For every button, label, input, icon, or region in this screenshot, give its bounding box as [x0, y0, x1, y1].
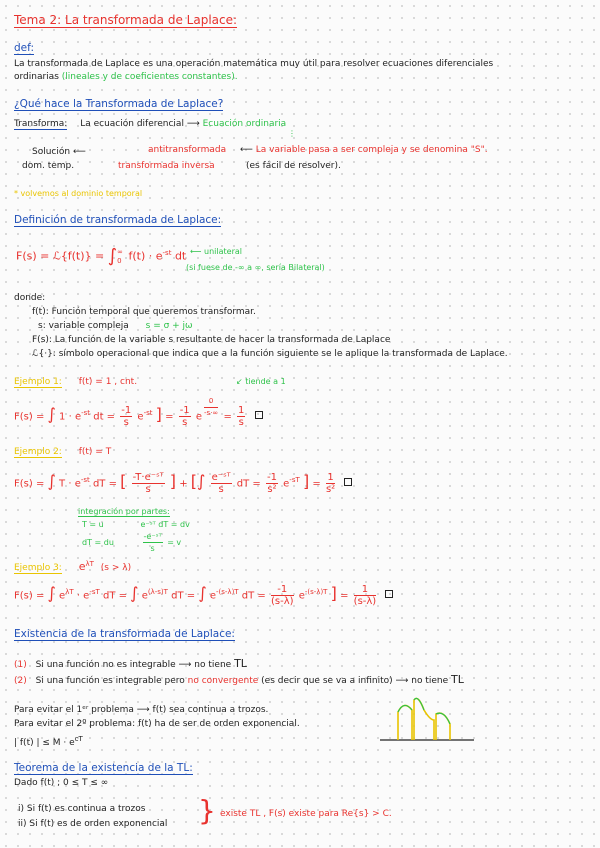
- integracion-label: integración por partes:: [78, 507, 170, 516]
- transformada-inversa: transformada inversa: [118, 161, 215, 171]
- sketch-piece-3: [436, 713, 450, 740]
- partes-2b: [143, 531, 163, 554]
- ej3-result: [354, 584, 377, 607]
- teorema-heading: [14, 762, 193, 774]
- ej2-e3exp: -sT: [289, 476, 300, 484]
- formula-dt: dt: [174, 249, 187, 263]
- existencia-item-1: [14, 658, 247, 671]
- def-heading-text: def:: [14, 42, 34, 54]
- donde-item-3: [32, 334, 390, 346]
- ejemplo3-func: e: [78, 560, 86, 573]
- ej3-lhs: F(s) =: [14, 590, 45, 602]
- partes-2: dT = du: [82, 538, 114, 547]
- formula-lhs: F(s) = ℒ{f(t)} =: [16, 249, 105, 263]
- page-title-text: Tema 2: La transformada de Laplace:: [14, 13, 238, 27]
- teorema-dado: Dado f(t) ; 0 ≤ T ≤ ∞: [14, 778, 109, 788]
- ej1-result: [237, 405, 245, 428]
- ej2-exp: -st: [80, 476, 90, 484]
- ej1-dt: dt =: [93, 411, 116, 423]
- ej1-bracket: ]: [155, 404, 162, 424]
- ej2-dt: dT =: [92, 478, 117, 490]
- ej2-mid: T · e: [59, 478, 81, 490]
- partes-2b-n: -e⁻ˢᵀ: [143, 532, 162, 541]
- arrow-left-icon: ⟶: [72, 147, 86, 157]
- ej1-result-d: s: [238, 416, 244, 428]
- ej2-plus: +: [179, 478, 188, 490]
- ej2-lhs: F(s) =: [14, 478, 45, 490]
- donde-sym-2: s:: [38, 321, 46, 331]
- ej1-mid: 1 · e: [59, 411, 82, 423]
- partes-2b-d: s: [150, 544, 155, 553]
- ejemplo2-func: f(t) = T: [78, 447, 112, 457]
- partes-1: T = u: [82, 520, 104, 529]
- ej3-result-n: 1: [354, 584, 377, 596]
- que-hace-heading: [14, 98, 223, 110]
- def-line1: La transformada de Laplace es una operación matemática muy útil para resolver ecuaciones diferenciales: [14, 59, 494, 69]
- def-line2: [14, 71, 238, 83]
- ej3-p4: e: [298, 590, 305, 602]
- ej2-frac1-d: s: [145, 483, 151, 495]
- ejemplo3-func-exp: λT: [85, 560, 94, 568]
- ej1-frac2-n: -1: [179, 404, 190, 416]
- definicion-formula: [16, 246, 186, 266]
- ej1-e1: e: [137, 411, 144, 423]
- qed-box-icon: [255, 411, 263, 419]
- transforma-label: Transforma:: [14, 119, 68, 129]
- solucion: Solución: [32, 147, 71, 157]
- sketch-piece-1: [398, 705, 412, 740]
- ej1-e2: e: [195, 411, 203, 423]
- transforma-text: La ecuación diferencial: [80, 119, 184, 129]
- ejemplo2-formula: F(s) = ∫ $T \cdot e^{-st}$ dT = [ $\frac{\text{-T·e⁻ˢᵀ}}{s}$ ] + [∫ $\frac{\text{e⁻ˢᵀ}}{s}$ dT = $\frac{-1}{\text{s²}}$ $e^{-sT}$ ] = $\frac{1}{\text{s²}}$: [14, 468, 352, 496]
- ej2-integral: ∫: [47, 471, 56, 491]
- ej1-frac1-d: s: [123, 416, 129, 428]
- donde-text-4: símbolo operacional que indica que a la función siguiente se le aplique la transformada de Laplace.: [58, 349, 508, 359]
- ej2-result: [326, 472, 335, 495]
- ejemplo1-header: [14, 376, 137, 388]
- donde-sym-4: ℒ{·}:: [32, 349, 56, 359]
- ej2-result-d: s²: [325, 483, 336, 495]
- ejemplo1-func: f(t) = 1 , cnt.: [78, 377, 138, 387]
- teorema-heading-text: Teorema de la existencia de la TL:: [14, 762, 193, 774]
- existencia-heading-text: Existencia de la transformada de Laplace:: [14, 628, 235, 640]
- ineq-exp: cT: [74, 735, 83, 743]
- ej2-dt2: dT =: [236, 478, 261, 490]
- item2-red: no convergente: [187, 676, 259, 686]
- donde-item-1: [32, 306, 256, 318]
- ejemplo2-header: [14, 446, 111, 458]
- tiende-text: tiende a 1: [245, 377, 286, 386]
- donde-extra-2: s = σ + jω: [145, 321, 193, 331]
- variable-line: [240, 144, 488, 156]
- existencia-item-2: [14, 674, 464, 687]
- ej2-frac3-d: s²: [267, 483, 277, 495]
- solucion-line: [32, 146, 86, 158]
- ej1-eq2: =: [165, 411, 174, 423]
- page-title: [14, 14, 237, 26]
- def-lineales: (lineales y de coeficientes constantes).: [61, 72, 238, 82]
- ineq-text: | f(t) | ≤ M · e: [14, 738, 75, 748]
- ej1-lhs: F(s) =: [14, 411, 45, 423]
- item2-num: (2): [14, 676, 27, 686]
- def-heading: [14, 42, 34, 54]
- ej2-frac3: [266, 472, 278, 495]
- bilateral-note: (si fuese de -∞ a ∞, sería Bilateral): [186, 263, 325, 272]
- ej1-integral: ∫: [47, 404, 56, 424]
- tiende-note: ↙ tiende a 1: [236, 377, 286, 386]
- qed-box-icon-3: [385, 590, 393, 598]
- unilateral-text: unilateral: [204, 247, 242, 256]
- ej2-frac2: [211, 472, 232, 495]
- ineq: [14, 733, 83, 749]
- def-ordinarias: ordinarias: [14, 72, 59, 82]
- dom-temp: dom. temp.: [22, 161, 75, 171]
- ej3-p1exp: λT: [65, 588, 74, 596]
- ej3-p3c: dT =: [241, 590, 266, 602]
- ejemplo3-formula: F(s) = ∫ $e^{\lambda T} \cdot e^{-sT}$ dT = ∫ $e^{(\lambda-s)T}$ dT = ∫ $e^{-(s-\lambda)T}$ dT = $\frac{-1}{(s-\lambda)}$ $e^{-(s-\lambda)T}$ ] = $\frac{1}{(s-\lambda)}$: [14, 580, 393, 608]
- int-lower: 0: [117, 256, 122, 265]
- ej2-e3: e: [283, 478, 290, 490]
- transforma-line: [14, 118, 286, 130]
- ejemplo1-label: Ejemplo 1:: [14, 377, 62, 387]
- antitransformada: antitransformada: [148, 145, 227, 155]
- partes-2c: = v: [167, 538, 182, 547]
- ejemplo1-formula: F(s) = ∫ $1 \cdot e^{-st}$ dt = $\frac{-1}{s}$ $e^{-st}$ ] = $\frac{-1}{s}$ e $\frac{0}{-s\cdot\infty}$ = $\frac{1}{s}$: [14, 396, 263, 429]
- ej1-frac1-n: -1: [121, 404, 132, 416]
- unilateral: ⟵ unilateral: [190, 247, 242, 256]
- existencia-heading: [14, 628, 235, 640]
- ej2-frac1: [132, 472, 165, 495]
- donde-sym-1: f(t):: [32, 307, 49, 317]
- ej1-e2exp-n: 0: [204, 396, 218, 408]
- definicion-heading-text: Definición de transformada de Laplace:: [14, 214, 222, 226]
- ej2-frac3-n: -1: [266, 471, 277, 483]
- item1-num: (1): [14, 660, 27, 670]
- dotted-arrow-icon: ⋮: [288, 129, 296, 138]
- ej2-frac2-d: s: [218, 483, 224, 495]
- integrand-exp: -st: [162, 249, 172, 257]
- que-hace-heading-text: ¿Qué hace la Transformada de Laplace?: [14, 98, 224, 110]
- ej3-p2c: dT =: [171, 590, 196, 602]
- volvemos-note: * volvemos al dominio temporal: [14, 189, 143, 198]
- ej1-result-n: 1: [238, 404, 245, 416]
- ej1-e2exp-d: -s·∞: [204, 409, 219, 417]
- item2-text-b: (es decir que se va a infinito) ⟶ no tiene: [261, 676, 449, 686]
- donde-label: donde:: [14, 293, 46, 303]
- ej3-p1c: dT =: [102, 590, 127, 602]
- ej3-p4exp: -(s-λ)T: [304, 588, 328, 596]
- integral-sign: ∫: [107, 245, 118, 267]
- piecewise-sketch: [378, 690, 478, 746]
- donde-sym-3: F(s):: [32, 335, 52, 345]
- ej3-result-d: (s-λ): [353, 595, 377, 607]
- ej1-frac1: [120, 405, 132, 428]
- arrow-left-icon-2: ⟶: [240, 145, 253, 155]
- ej3-p3: e: [209, 590, 216, 602]
- ej2-result-n: 1: [327, 471, 334, 483]
- ej2-frac1-n: -T·e⁻ˢᵀ: [132, 471, 164, 483]
- integracion-partes: [78, 506, 170, 518]
- donde-text-3: La función de la variable s resultante de hacer la transformada de Laplace: [54, 335, 391, 345]
- teorema-conclusion: existe TL , F(s) existe para Re{s} > C.: [220, 809, 392, 819]
- partes-block: [82, 518, 190, 554]
- teorema-i1: i) Si f(t) es continua a trozos: [18, 804, 146, 814]
- ej3-p1b: · e: [76, 590, 90, 602]
- ej3-p2: e: [141, 590, 148, 602]
- int-upper: ∞: [117, 247, 123, 256]
- ej3-frac-n: -1: [271, 584, 294, 596]
- ej3-frac-d: (s-λ): [270, 595, 294, 607]
- ej1-e1exp: -st: [143, 409, 153, 417]
- definicion-heading: [14, 214, 221, 226]
- ejemplo3-label: Ejemplo 3:: [14, 563, 62, 573]
- integrand: f(t) · e: [128, 249, 163, 263]
- ej1-frac2: [179, 405, 191, 428]
- teorema-i2: ii) Si f(t) es de orden exponencial: [18, 819, 168, 829]
- arrow-icon: ⟶: [186, 119, 200, 129]
- item2-text-a: Si una función es integrable pero: [35, 676, 185, 686]
- ej1-e2exp: [204, 396, 218, 419]
- qed-box-icon-2: [344, 478, 352, 486]
- ecuacion-ordinaria: Ecuación ordinaria: [202, 119, 287, 129]
- ej3-p3exp: -(s-λ)T: [216, 588, 239, 596]
- donde-text-1: Función temporal que queremos transformar.: [51, 307, 256, 317]
- donde-text-2: variable compleja: [48, 321, 129, 331]
- partes-row-2: [82, 531, 190, 554]
- ejemplo2-label: Ejemplo 2:: [14, 447, 62, 457]
- facil: (es fácil de resolver).: [246, 161, 341, 171]
- item1-text: Si una función no es integrable ⟶ no tiene: [35, 660, 232, 670]
- ej1-exp: -st: [81, 409, 91, 417]
- donde-item-4: [32, 348, 508, 360]
- sketch-piece-2: [414, 698, 434, 740]
- ej3-p2exp: (λ-s)T: [147, 588, 168, 596]
- evitar-2: Para evitar el 2º problema: f(t) ha de ser de orden exponencial.: [14, 719, 300, 729]
- partes-1b: e⁻ˢᵀ dT = dv: [140, 520, 190, 529]
- ej3-frac: [271, 584, 294, 607]
- ejemplo3-cond: (s > λ): [100, 563, 132, 573]
- teorema-brace: }: [198, 794, 216, 827]
- ej1-frac2-d: s: [182, 416, 188, 428]
- donde-item-2: [38, 320, 193, 332]
- ej3-p1bexp: -sT: [89, 588, 100, 596]
- ej3-p1: e: [59, 590, 66, 602]
- variable-text: La variable pasa a ser compleja y se denomina "S".: [255, 145, 488, 155]
- item1-tl: TL: [234, 657, 247, 670]
- ej2-frac2-n: e⁻ˢᵀ: [211, 471, 231, 483]
- ejemplo3-header: [14, 558, 131, 574]
- partes-row-1: [82, 518, 190, 531]
- evitar-1: Para evitar el 1ᵉʳ problema ⟶ f(t) sea continua a trozos.: [14, 705, 269, 715]
- item2-tl: TL: [451, 673, 464, 686]
